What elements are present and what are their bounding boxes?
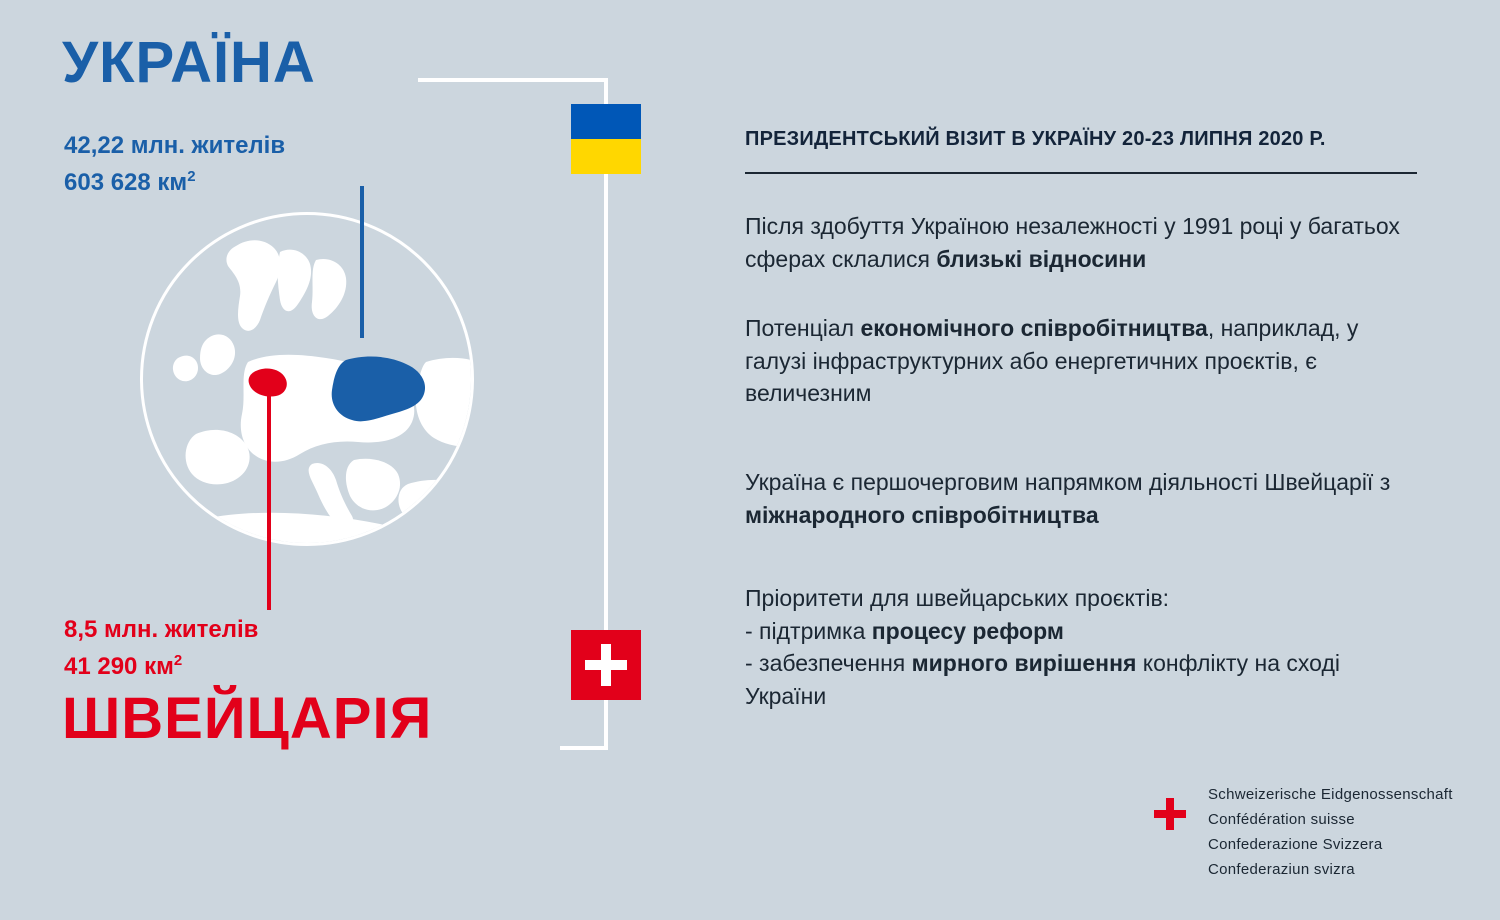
paragraph-priorities: Пріоритети для швейцарських проєктів: - підтримка процесу реформ - забезпечення мирного вирішення конфлікту на сході України	[745, 585, 1340, 709]
ukraine-area-exponent: 2	[187, 168, 196, 185]
ukraine-area-value: 603 628 км	[64, 169, 188, 196]
swiss-cross-horizontal	[585, 660, 627, 670]
switzerland-flag-icon	[571, 630, 641, 700]
ukraine-population: 42,22 млн. жителів	[64, 132, 286, 159]
ukraine-flag-icon	[571, 104, 641, 174]
bracket-bottom-horizontal	[560, 746, 608, 750]
paragraph-cooperation: Україна є першочерговим напрямком діяльності Швейцарії з міжнародного співробітництва	[745, 469, 1391, 528]
logo-line-romansh: Confederaziun svizra	[1208, 861, 1355, 878]
logo-line-german: Schweizerische Eidgenossenschaft	[1208, 786, 1453, 803]
europe-map-svg	[140, 212, 480, 552]
ukraine-flag-blue-band	[571, 104, 641, 139]
paragraph-relations: Після здобуття Україною незалежності у 1991 році у багатьох сферах склалися близькі відносини	[745, 213, 1400, 272]
ukraine-leader-line	[360, 186, 364, 338]
switzerland-population: 8,5 млн. жителів	[64, 616, 259, 643]
switzerland-leader-line	[267, 390, 271, 610]
heading-divider	[745, 172, 1417, 174]
switzerland-area	[64, 652, 182, 681]
swiss-cross-icon	[1148, 792, 1192, 836]
visit-info-panel	[745, 0, 1445, 920]
bracket-top-horizontal	[418, 78, 608, 82]
swiss-confederation-logo	[1148, 786, 1458, 886]
logo-cross-horizontal	[1154, 810, 1186, 818]
switzerland-title: ШВЕЙЦАРІЯ	[62, 686, 433, 751]
globe-map-icon	[140, 212, 480, 552]
switzerland-area-value: 41 290 км	[64, 653, 174, 680]
country-comparison-panel	[0, 0, 720, 920]
ukraine-flag-yellow-band	[571, 139, 641, 174]
ukraine-area	[64, 168, 196, 197]
paragraph-economy: Потенціал економічного співробітництва, наприклад, у галузі інфраструктурних або енергетичних проєктів, є величезним	[745, 315, 1359, 407]
logo-line-french: Confédération suisse	[1208, 811, 1355, 828]
logo-line-italian: Confederazione Svizzera	[1208, 836, 1383, 853]
switzerland-area-exponent: 2	[173, 652, 183, 669]
ukraine-title: УКРАЇНА	[62, 30, 316, 95]
visit-heading: ПРЕЗИДЕНТСЬКИЙ ВІЗИТ В УКРАЇНУ 20-23 ЛИПНЯ 2020 Р.	[745, 128, 1326, 150]
